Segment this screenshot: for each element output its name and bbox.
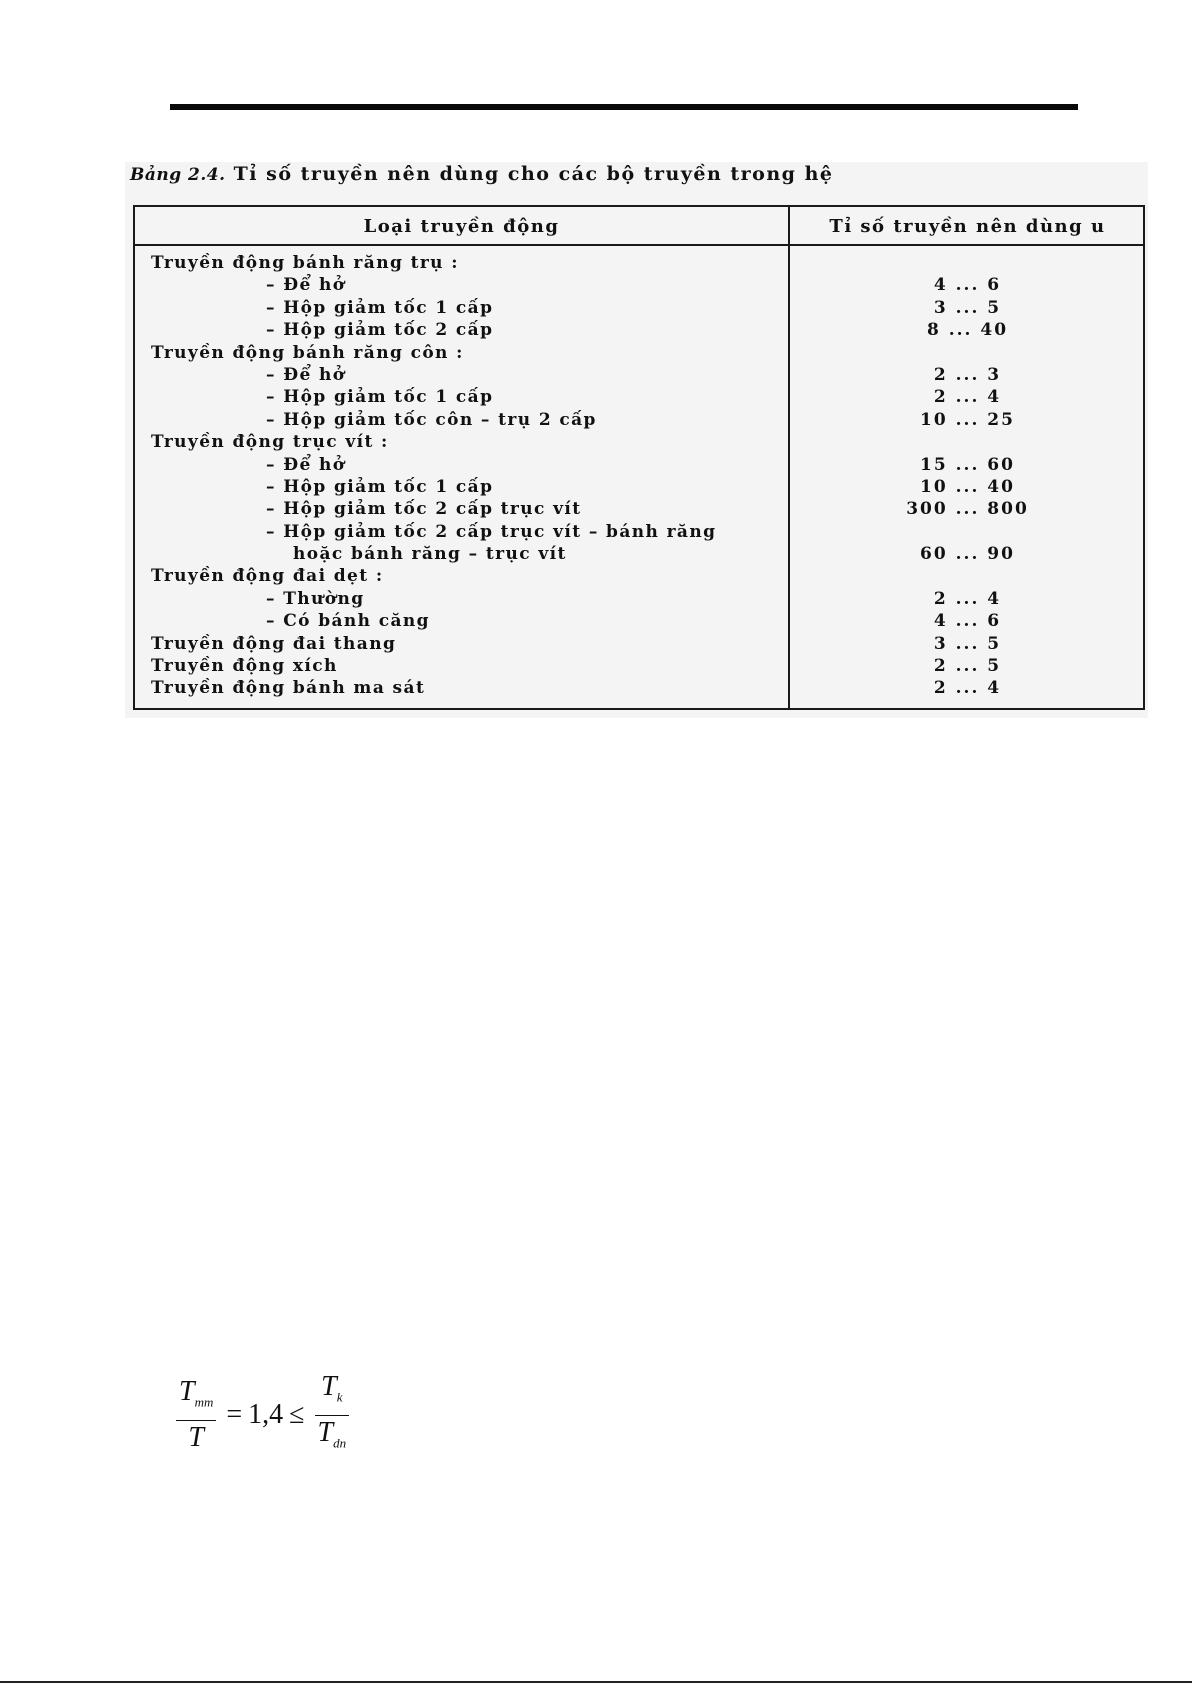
table-row [135,565,1143,587]
row-description: – Để hở [266,275,346,296]
row-description: – Hộp giảm tốc 2 cấp trục vít – bánh răng [266,521,717,542]
row-ratio: 2 ... 4 [933,678,1002,699]
formula-left-numerator: $T_{mm}$ [179,1376,214,1410]
row-description: – Hộp giảm tốc côn – trụ 2 cấp [266,409,597,430]
row-description: Truyền động bánh ma sát [151,678,426,699]
row-description: Truyền động bánh răng côn : [151,342,464,363]
formula-right-fraction [315,1370,350,1461]
table-row [135,274,1143,296]
header-divider [135,244,1143,246]
row-ratio: 10 ... 40 [920,476,1015,497]
formula-right-numerator: $T_k$ [321,1371,343,1405]
table-row [135,364,1143,386]
row-ratio: 10 ... 25 [920,409,1015,430]
table-row [135,252,1143,274]
row-ratio: 2 ... 3 [933,364,1002,385]
table-row [135,431,1143,453]
table-caption-title: Tỉ số truyền nên dùng cho các bộ truyền trong hệ [233,163,834,185]
formula-left-denominator: T [188,1422,204,1454]
table-caption [130,163,833,185]
header-rule [170,104,1078,110]
table-row [135,521,1143,543]
table-row [135,588,1143,610]
row-description: – Hộp giảm tốc 2 cấp trục vít [266,499,582,520]
transmission-ratio-table [133,205,1145,710]
row-ratio: 60 ... 90 [920,544,1015,565]
table-row [135,454,1143,476]
row-description: Truyền động xích [151,656,338,677]
row-ratio: 4 ... 6 [933,611,1002,632]
formula-value: 1,4 [248,1399,284,1431]
row-description: – Thường [266,588,365,609]
row-description: – Hộp giảm tốc 1 cấp [266,387,494,408]
row-description: Truyền động đai dẹt : [151,566,384,587]
row-ratio: 2 ... 5 [933,656,1002,677]
column-header-type: Loại truyền động [363,216,560,237]
column-header-ratio: Tỉ số truyền nên dùng u [829,216,1106,237]
row-ratio: 300 ... 800 [906,499,1029,520]
row-description: – Có bánh căng [266,611,430,632]
table-body [135,252,1143,700]
table-row [135,476,1143,498]
formula-equals: = [226,1399,243,1431]
row-ratio: 3 ... 5 [933,297,1002,318]
row-ratio: 3 ... 5 [933,633,1002,654]
formula-relation: ≤ [289,1399,305,1431]
table-row [135,610,1143,632]
table-row [135,543,1143,565]
row-description: – Để hở [266,454,346,475]
table-row [135,409,1143,431]
table-row [135,498,1143,520]
row-description: Truyền động bánh răng trụ : [151,253,459,273]
row-description: – Hộp giảm tốc 1 cấp [266,297,494,318]
row-description: Truyền động trục vít : [151,432,389,453]
table-row [135,677,1143,699]
row-description: hoặc bánh răng – trục vít [293,544,567,565]
row-description: Truyền động đai thang [151,633,397,654]
row-ratio: 8 ... 40 [926,320,1009,341]
table-row [135,319,1143,341]
footer-rule [0,1681,1192,1683]
formula-right-denominator: $T_{dn}$ [317,1417,347,1451]
row-ratio: 4 ... 6 [933,275,1002,296]
table-row [135,386,1143,408]
table-caption-label: Bảng 2.4. [130,165,226,185]
torque-ratio-formula [172,1370,353,1461]
table-row [135,633,1143,655]
row-description: – Hộp giảm tốc 2 cấp [266,320,494,341]
row-ratio: 15 ... 60 [920,454,1015,475]
row-description: – Để hở [266,364,346,385]
table-row [135,655,1143,677]
table-row [135,342,1143,364]
formula-left-fraction [176,1375,216,1455]
row-ratio: 2 ... 4 [933,588,1002,609]
row-description: – Hộp giảm tốc 1 cấp [266,476,494,497]
row-ratio: 2 ... 4 [933,387,1002,408]
table-row [135,297,1143,319]
